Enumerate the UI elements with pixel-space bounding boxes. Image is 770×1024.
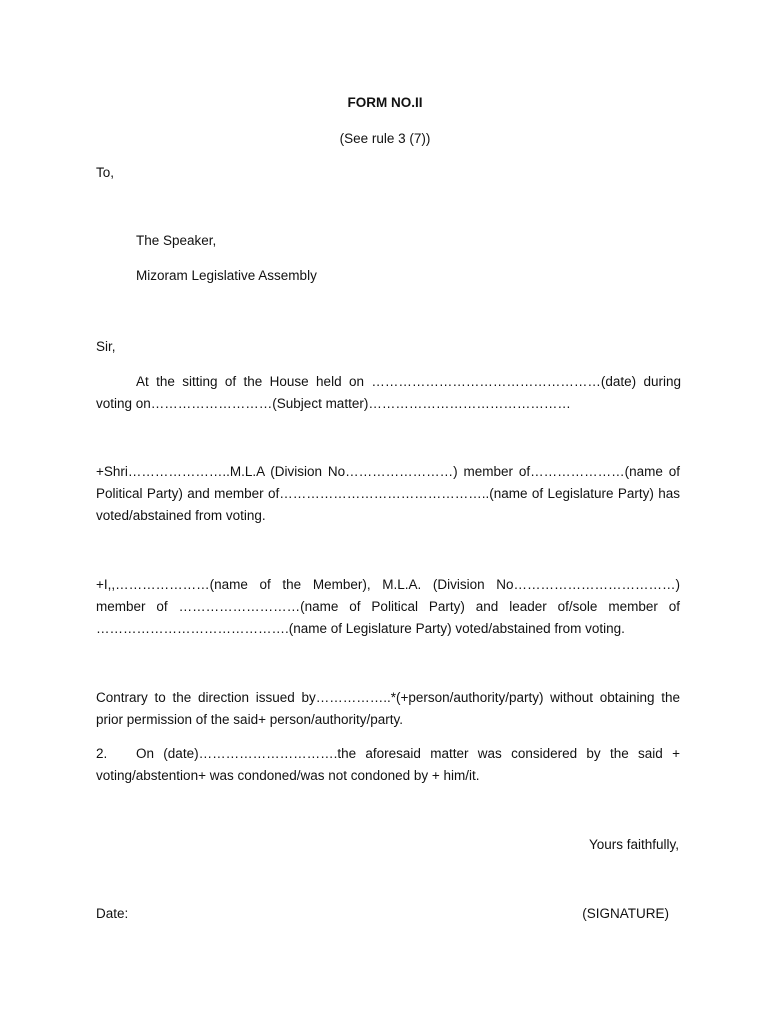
form-title: FORM NO.II	[347, 95, 423, 110]
paragraph-self-member: +I,,…………………(name of the Member), M.L.A. (Division No………………………………) member of ………………………(name of Political Party) and leader of/sole member of …………………………………….(name of Legislature Party) voted/abstained from voting.	[96, 577, 680, 636]
addressee-title: The Speaker,	[136, 233, 217, 248]
paragraph-contrary-direction: Contrary to the direction issued by……………..*(+person/authority/party) without obtaining the prior permission of the said+ person/authority/party.	[96, 690, 680, 727]
addressee-organization: Mizoram Legislative Assembly	[136, 268, 317, 283]
date-label: Date:	[96, 906, 129, 921]
salutation: Sir,	[96, 339, 116, 354]
paragraph-two-text: On (date)………………………….the aforesaid matter was considered by the said + voting/abstention+ was condoned/was not condoned by + him/it.	[96, 746, 680, 783]
paragraph-number: 2.	[96, 746, 108, 761]
closing-yours-faithfully: Yours faithfully,	[588, 837, 679, 852]
paragraph-two-body	[96, 743, 680, 787]
rule-reference: (See rule 3 (7))	[339, 131, 431, 146]
paragraph-two	[96, 743, 680, 787]
paragraph-shri-member: +Shri…………………..M.L.A (Division No……………………) member of…………………(name of Political Party) and member of………………………………………..(name of Legislature Party) has voted/abstained from voting.	[96, 464, 680, 523]
signature-label: (SIGNATURE)	[582, 906, 669, 921]
to-label: To,	[96, 165, 115, 180]
paragraph-sitting: At the sitting of the House held on ……………………………………………(date) during voting on………………………(Subject matter)………………………………………	[96, 374, 681, 411]
